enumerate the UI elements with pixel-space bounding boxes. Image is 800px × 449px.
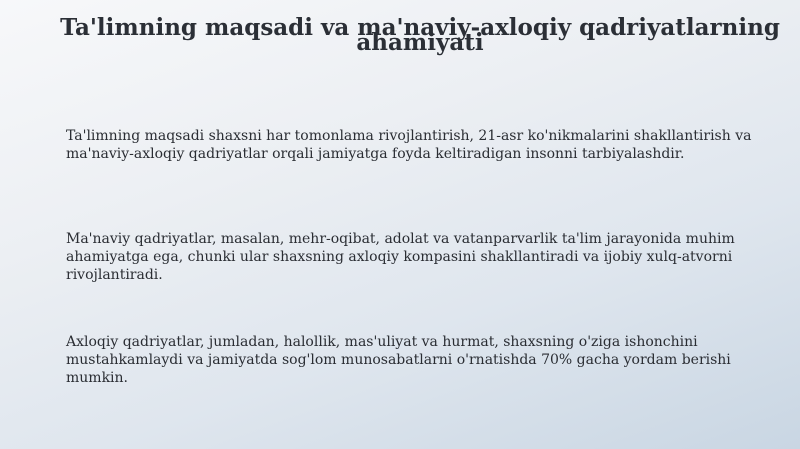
slide-title: Ta'limning maqsadi va ma'naviy-axloqiy qadriyatlarning ahamiyati xyxy=(60,14,780,56)
paragraph-goal: Ta'limning maqsadi shaxsni har tomonlama rivojlantirish, 21-asr ko'nikmalarini shakllantirish va ma'naviy-axloqiy qadriyatlar orqali jamiyatga foyda keltiradigan insonni tarbiyalashdir. xyxy=(66,128,752,162)
paragraph-spiritual-values: Ma'naviy qadriyatlar, masalan, mehr-oqibat, adolat va vatanparvarlik ta'lim jarayonida muhim ahamiyatga ega, chunki ular shaxsning axloqiy kompasini shakllantiradi va ijobiy xulq-atvorni rivojlantiradi. xyxy=(66,231,735,283)
paragraph-moral-values: Axloqiy qadriyatlar, jumladan, halollik, mas'uliyat va hurmat, shaxsning o'ziga ishonchini mustahkamlaydi va jamiyatda sog'lom munosabatlarni o'rnatishda 70% gacha yordam berishi mumkin. xyxy=(66,334,731,386)
